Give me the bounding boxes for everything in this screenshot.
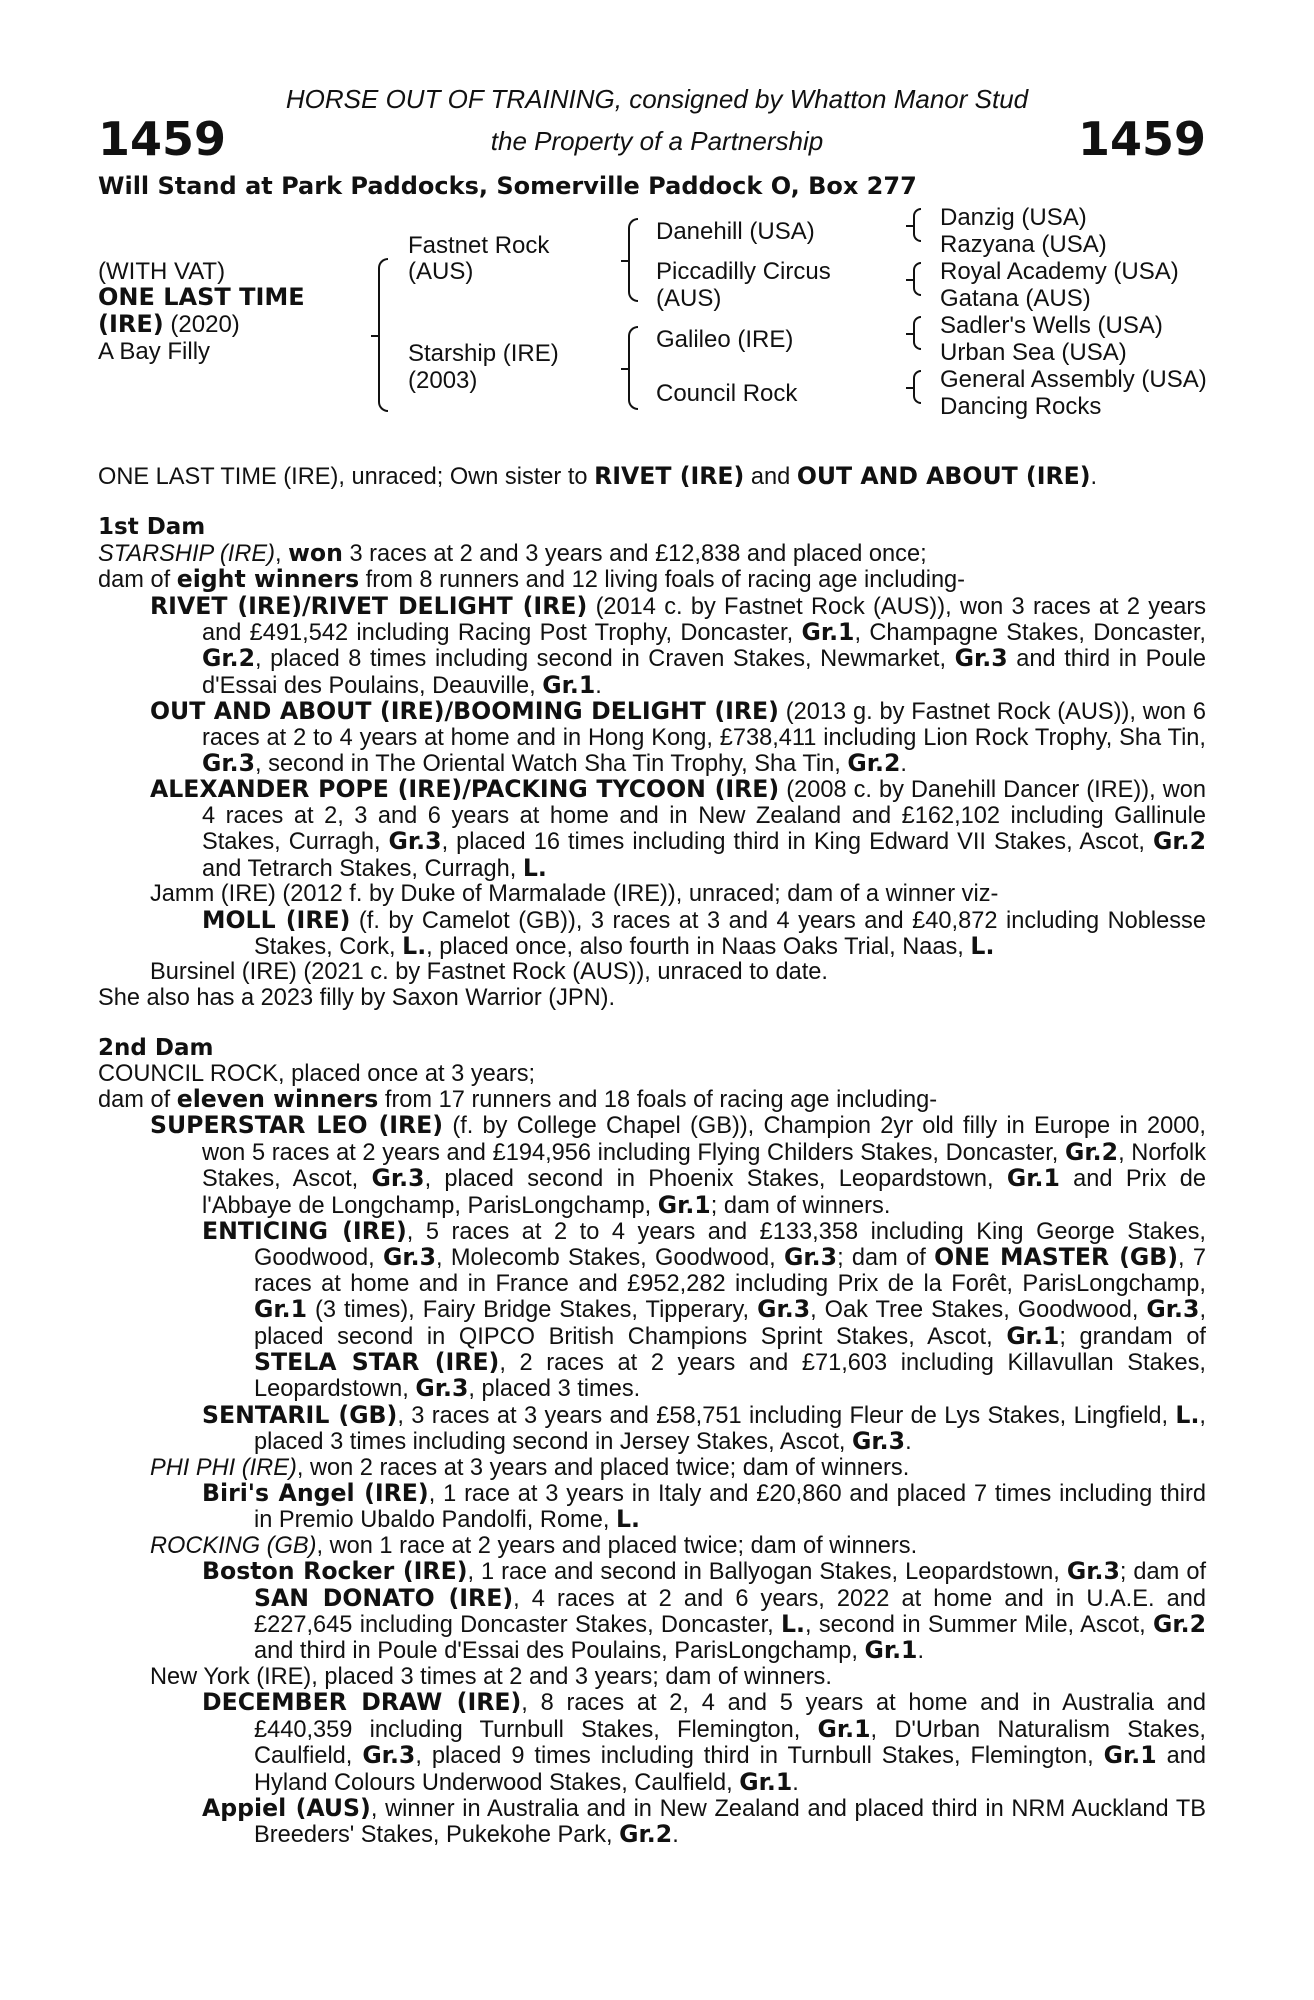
horse-country: (IRE) [98, 310, 164, 338]
gen3-6: Urban Sea (USA) [940, 339, 1127, 366]
lot-number-right: 1459 [1077, 112, 1206, 166]
intro-line: ONE LAST TIME (IRE), unraced; Own sister to RIVET (IRE) and OUT AND ABOUT (IRE). [98, 462, 1098, 490]
first-dam-line1: STARSHIP (IRE), won 3 races at 2 and 3 years and £12,838 and placed once; [98, 538, 927, 567]
sire-dam-country: (AUS) [656, 285, 722, 312]
produce-december-draw: DECEMBER DRAW (IRE), 8 races at 2, 4 and 5 years at home and in Australia and £440,359 including Turnbull Stakes, Flemington, Gr.1, D'Urban Naturalism Stakes, Caulfield, Gr.3, placed 9 times including third in Turnbull Stakes, Flemington, Gr.1 and Hyland Colours Underwood Stakes, Caulfield, Gr.1. [202, 1688, 1206, 1796]
pedigree-brace-gen1 [378, 258, 388, 412]
gen3-1: Danzig (USA) [940, 204, 1087, 231]
produce-jamm: Jamm (IRE) (2012 f. by Duke of Marmalade (IRE)), unraced; dam of a winner viz- [150, 881, 999, 908]
second-dam-line1: COUNCIL ROCK, placed once at 3 years; [98, 1060, 536, 1087]
horse-name-suffix [98, 311, 240, 338]
produce-superstar-leo: SUPERSTAR LEO (IRE) (f. by College Chapel (GB)), Champion 2yr old filly in Europe in 2000, won 5 races at 2 years and £194,956 including Flying Childers Stakes, Doncaster, Gr.2, Norfolk Stakes, Ascot, Gr.3, placed second in Phoenix Stakes, Leopardstown, Gr.1 and Prix de l'Abbaye de Longchamp, ParisLongchamp, Gr.1; dam of winners. [150, 1111, 1207, 1219]
gen3-8: Dancing Rocks [940, 393, 1102, 420]
property-line: the Property of a Partnership [490, 126, 824, 156]
produce-rocking: ROCKING (GB), won 1 race at 2 years and placed twice; dam of winners. [150, 1532, 918, 1559]
gen3-3: Royal Academy (USA) [940, 258, 1179, 285]
dam-name: Starship (IRE) [408, 340, 559, 367]
gen3-4: Gatana (AUS) [940, 285, 1091, 312]
pedigree-brace-dd [913, 370, 921, 404]
first-dam-heading: 1st Dam [98, 514, 206, 541]
produce-2023-filly: She also has a 2023 filly by Saxon Warrior (JPN). [98, 984, 616, 1011]
gen3-7: General Assembly (USA) [940, 366, 1207, 393]
produce-alexander-pope: ALEXANDER POPE (IRE)/PACKING TYCOON (IRE) (2008 c. by Danehill Dancer (IRE)), won 4 races at 2, 3 and 6 years at home and in New Zealand and £162,102 including Gallinule Stakes, Curragh, Gr.3, placed 16 times including third in King Edward VII Stakes, Ascot, Gr.2 and Tetrarch Stakes, Curragh, L. [150, 775, 1206, 882]
produce-bursinel: Bursinel (IRE) (2021 c. by Fastnet Rock (AUS)), unraced to date. [150, 959, 828, 986]
dam-dam: Council Rock [656, 380, 798, 407]
produce-rivet: RIVET (IRE)/RIVET DELIGHT (IRE) (2014 c. by Fastnet Rock (AUS)), won 3 races at 2 years and £491,542 including Racing Post Trophy, Doncaster, Gr.1, Champagne Stakes, Doncaster, Gr.2, placed 8 times including second in Craven Stakes, Newmarket, Gr.3 and third in Poule d'Essai des Poulains, Deauville, Gr.1. [150, 591, 1206, 699]
dam-year: (2003) [408, 367, 478, 394]
produce-boston-rocker: Boston Rocker (IRE), 1 race and second in Ballyogan Stakes, Leopardstown, Gr.3; dam of SAN DONATO (IRE), 4 races at 2 and 6 years, 2022 at home and in U.A.E. and £227,645 including Doncaster Stakes, Doncaster, L., second in Summer Mile, Ascot, Gr.2 and third in Poule d'Essai des Poulains, ParisLongchamp, Gr.1. [202, 1557, 1206, 1665]
produce-biris-angel: Biri's Angel (IRE), 1 race at 3 years in Italy and £20,860 and placed 7 times including third in Premio Ubaldo Pandolfi, Rome, L. [202, 1479, 1206, 1534]
horse-year: (2020) [163, 311, 240, 338]
sire-country: (AUS) [408, 258, 474, 285]
sire-dam: Piccadilly Circus [656, 258, 831, 285]
produce-enticing: ENTICING (IRE), 5 races at 2 to 4 years and £133,358 including King George Stakes, Goodwood, Gr.3, Molecomb Stakes, Goodwood, Gr.3; dam of ONE MASTER (GB), 7 races at home and in France and £952,282 including Prix de la Forêt, ParisLongchamp, Gr.1 (3 times), Fairy Bridge Stakes, Tipperary, Gr.3, Oak Tree Stakes, Goodwood, Gr.3, placed second in QIPCO British Champions Sprint Stakes, Ascot, Gr.1; grandam of STELA STAR (IRE), 2 races at 2 years and £71,603 including Killavullan Stakes, Leopardstown, Gr.3, placed 3 times. [202, 1216, 1207, 1403]
produce-new-york: New York (IRE), placed 3 times at 2 and 3 years; dam of winners. [150, 1663, 832, 1690]
produce-phi-phi: PHI PHI (IRE), won 2 races at 3 years and placed twice; dam of winners. [150, 1454, 910, 1481]
catalogue-body [98, 464, 1206, 1849]
pedigree-brace-sire [628, 218, 638, 302]
second-dam-line2: dam of eleven winners from 17 runners and 18 foals of racing age including- [98, 1084, 938, 1113]
second-dam-heading: 2nd Dam [98, 1035, 214, 1062]
first-dam-line2: dam of eight winners from 8 runners and 12 living foals of racing age including- [98, 565, 966, 594]
pedigree-brace-dam [628, 326, 638, 410]
lot-number-left: 1459 [98, 112, 227, 166]
gen3-5: Sadler's Wells (USA) [940, 312, 1163, 339]
sire-name: Fastnet Rock [408, 232, 550, 259]
pedigree-brace-ss [913, 208, 921, 242]
produce-appiel: Appiel (AUS), winner in Australia and in New Zealand and placed third in NRM Auckland TB Breeders' Stakes, Pukekohe Park, Gr.2. [202, 1793, 1206, 1849]
horse-description: A Bay Filly [98, 338, 211, 365]
sire-sire: Danehill (USA) [656, 218, 815, 245]
dam-sire: Galileo (IRE) [656, 326, 794, 353]
horse-name: ONE LAST TIME [98, 283, 305, 311]
vat-note: (WITH VAT) [98, 258, 226, 285]
pedigree-brace-sd [913, 262, 921, 296]
produce-moll: MOLL (IRE) (f. by Camelot (GB)), 3 races at 3 and 4 years and £40,872 including Noblesse Stakes, Cork, L., placed once, also fourth in Naas Oaks Trial, Naas, L. [202, 905, 1206, 960]
gen3-2: Razyana (USA) [940, 231, 1107, 258]
produce-out-and-about: OUT AND ABOUT (IRE)/BOOMING DELIGHT (IRE) (2013 g. by Fastnet Rock (AUS)), won 6 races at 2 to 4 years at home and in Hong Kong, £738,411 including Lion Rock Trophy, Sha Tin, Gr.3, second in The Oriental Watch Sha Tin Trophy, Sha Tin, Gr.2. [150, 697, 1206, 778]
pedigree-brace-ds [913, 316, 921, 350]
consignment-line: HORSE OUT OF TRAINING, consigned by Whatton Manor Stud [285, 84, 1029, 114]
stand-location: Will Stand at Park Paddocks, Somerville Paddock O, Box 277 [98, 172, 917, 200]
produce-sentaril: SENTARIL (GB), 3 races at 3 years and £58,751 including Fleur de Lys Stakes, Lingfield, L., placed 3 times including second in Jersey Stakes, Ascot, Gr.3. [202, 1400, 1206, 1456]
